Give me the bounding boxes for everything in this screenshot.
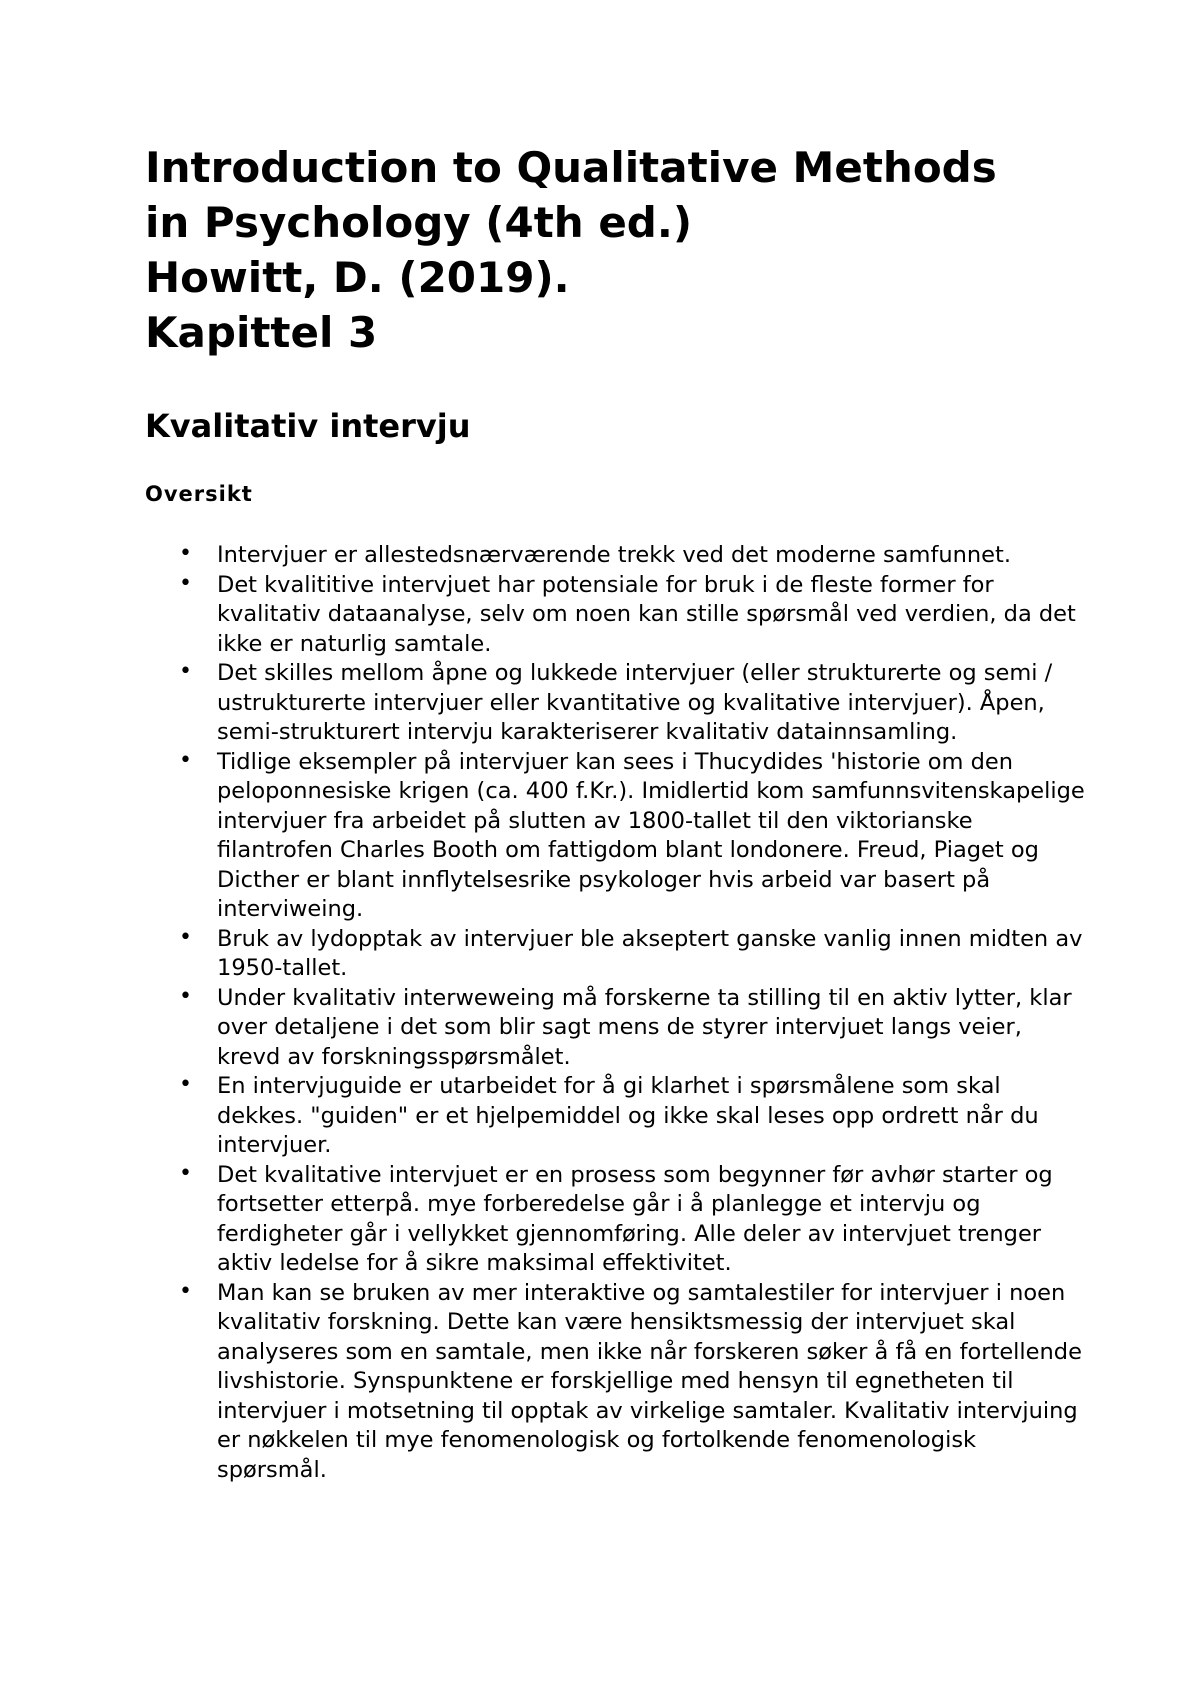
list-item-text: Det kvalitative intervjuet er en prosess som begynner før avhør starter og fortsetter etterpå. mye forberedelse går i å planlegge et intervju og ferdigheter går i vellykket gjennomføring. Alle deler av intervjuet trenger aktiv ledelse for å sikre maksimal effektivitet. [217,1161,1053,1276]
bullet-icon: • [179,747,192,773]
bullet-icon: • [179,659,192,684]
list-item [145,748,1085,925]
list-item [145,571,1085,660]
list-item-text: Det skilles mellom åpne og lukkede intervjuer (eller strukturerte og semi / ustrukturerte intervjuer eller kvantitative og kvalitative intervjuer). Åpen, semi-strukturert intervju karakteriserer kvalitativ datainnsamling. [217,660,1053,745]
list-item-text: En intervjuguide er utarbeidet for å gi klarhet i spørsmålene som skal dekkes. "guiden" er et hjelpemiddel og ikke skal leses opp ordrett når du intervjuer. [217,1073,1039,1158]
bullet-icon: • [179,924,192,950]
list-item [145,1279,1085,1486]
title-line: Introduction to Qualitative Methods [145,143,997,192]
list-item-text: Bruk av lydopptak av intervjuer ble akseptert ganske vanlig innen midten av 1950-tallet. [217,925,1083,981]
bullet-icon: • [179,1278,192,1304]
list-item [145,541,1085,571]
list-item-text: Det kvalititive intervjuet har potensiale for bruk i de fleste former for kvalitativ dataanalyse, selv om noen kan stille spørsmål ved verdien, da det ikke er naturlig samtale. [217,571,1076,657]
list-item [145,984,1085,1073]
sub-heading: Oversikt [145,482,253,506]
document-title [145,140,1085,360]
list-item [145,1161,1085,1279]
bullet-list [145,541,1085,1485]
bullet-icon: • [179,983,192,1009]
list-item-text: Tidlige eksempler på intervjuer kan sees i Thucydides 'historie om den peloponnesiske krigen (ca. 400 f.Kr.). Imidlertid kom samfunnsvitenskapelige intervjuer fra arbeidet på slutten av 1800-tallet til den viktorianske filantrofen Charles Booth om fattigdom blant londonere. Freud, Piaget og Dicther er blant innflytelsesrike psykologer hvis arbeid var basert på interviweing. [217,748,1085,922]
list-item [145,659,1085,748]
document-page [145,140,1085,1485]
bullet-icon: • [179,1072,192,1097]
list-item-text: Intervjuer er allestedsnærværende trekk ved det moderne samfunnet. [217,542,1011,568]
title-line: Howitt, D. (2019). [145,253,570,302]
title-line: Kapittel 3 [145,308,378,357]
list-item [145,925,1085,984]
list-item-text: Under kvalitativ interweweing må forskerne ta stilling til en aktiv lytter, klar over detaljene i det som blir sagt mens de styrer intervjuet langs veier, krevd av forskningsspørsmålet. [217,984,1072,1070]
title-line: in Psychology (4th ed.) [145,198,693,247]
list-item-text: Man kan se bruken av mer interaktive og samtalestiler for intervjuer i noen kvalitativ forskning. Dette kan være hensiktsmessig der intervjuet skal analyseres som en samtale, men ikke når forskeren søker å få en fortellende livshistorie. Synspunktene er forskjellige med hensyn til egnetheten til intervjuer i motsetning til opptak av virkelige samtaler. Kvalitativ intervjuing er nøkkelen til mye fenomenologisk og fortolkende fenomenologisk spørsmål. [217,1279,1082,1483]
bullet-icon: • [179,570,192,596]
list-item [145,1072,1085,1161]
bullet-icon: • [179,1160,192,1186]
bullet-icon: • [179,541,192,566]
section-heading: Kvalitativ intervju [145,407,471,445]
